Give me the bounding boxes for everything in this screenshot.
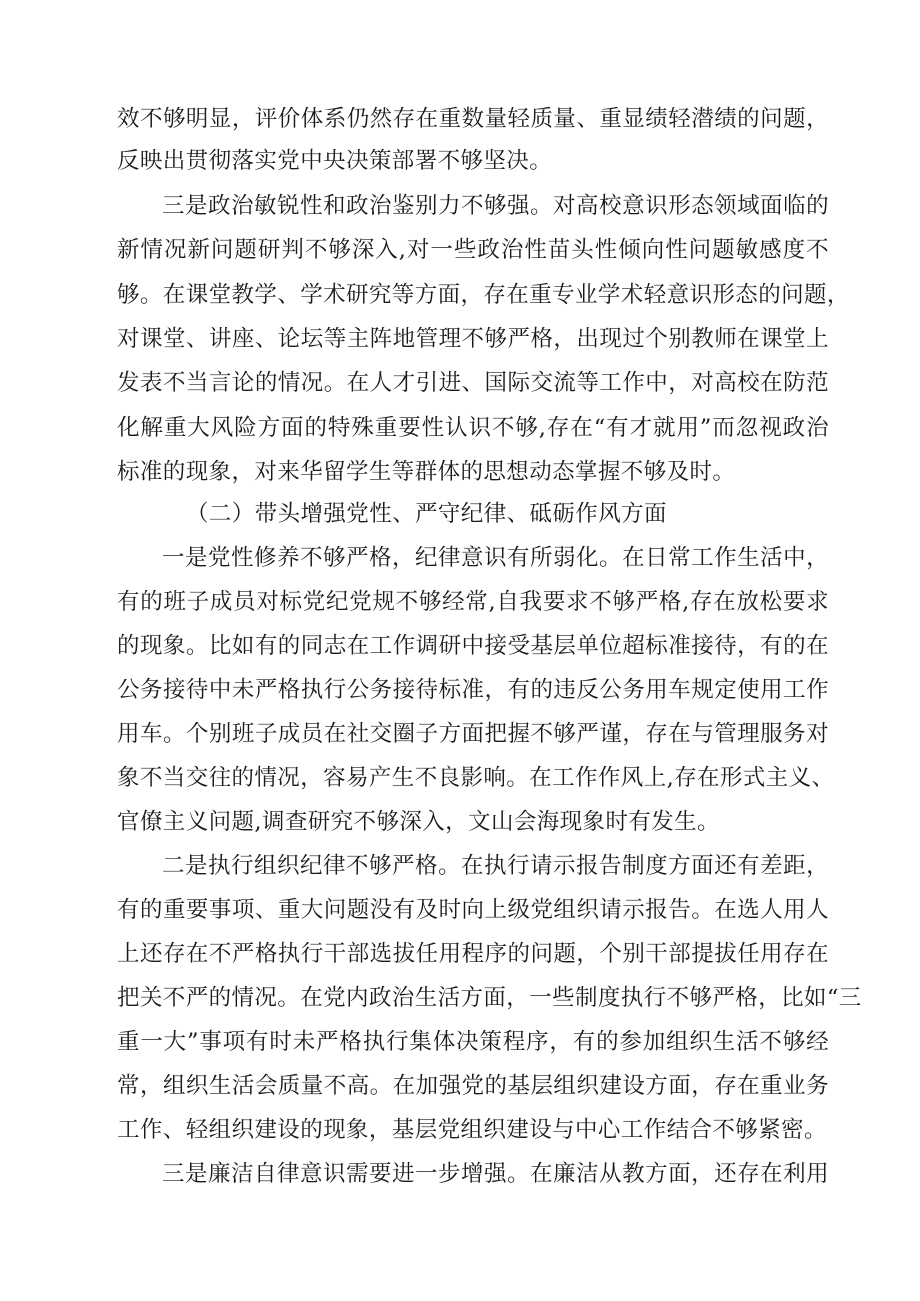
paragraph-line: 工作、轻组织建设的现象，基层党组织建设与中心工作结合不够紧密。 (117, 1117, 827, 1143)
paragraph-line: 三是廉洁自律意识需要进一步增强。在廉洁从教方面，还存在利用 (162, 1161, 829, 1187)
paragraph-line: 反映出贯彻落实党中央决策部署不够坚决。 (117, 148, 553, 174)
paragraph-line: 新情况新问题研判不够深入,对一些政治性苗头性倾向性问题敏感度不 (117, 237, 829, 263)
section-heading: （二）带头增强党性、严守纪律、砥砺作风方面 (186, 501, 667, 527)
paragraph-line: 有的班子成员对标党纪党规不够经常,自我要求不够严格,存在放松要求 (117, 589, 829, 615)
paragraph-line: 对课堂、讲座、论坛等主阵地管理不够严格，出现过个别教师在课堂上 (117, 326, 829, 352)
paragraph-line: 上还存在不严格执行干部选拔任用程序的问题，个别干部提拔任用存在 (117, 941, 829, 967)
paragraph-line: 官僚主义问题,调查研究不够深入，文山会海现象时有发生。 (117, 809, 720, 835)
paragraph-line: 把关不严的情况。在党内政治生活方面，一些制度执行不够严格，比如“三 (117, 985, 862, 1011)
paragraph-line: 公务接待中未严格执行公务接待标准，有的违反公务用车规定使用工作 (117, 677, 829, 703)
paragraph-line: 一是党性修养不够严格，纪律意识有所弱化。在日常工作生活中， (162, 545, 829, 571)
paragraph-line: 标准的现象，对来华留学生等群体的思想动态掌握不够及时。 (117, 459, 736, 485)
paragraph-line: 有的重要事项、重大问题没有及时向上级党组织请示报告。在选人用人 (117, 897, 829, 923)
paragraph-line: 常，组织生活会质量不高。在加强党的基层组织建设方面，存在重业务 (117, 1073, 829, 1099)
paragraph-line: 象不当交往的情况，容易产生不良影响。在工作作风上,存在形式主义、 (117, 765, 835, 791)
paragraph-line: 用车。个别班子成员在社交圈子方面把握不够严谨，存在与管理服务对 (117, 721, 829, 747)
paragraph-line: 发表不当言论的情况。在人才引进、国际交流等工作中，对高校在防范 (117, 370, 829, 396)
paragraph-line: 化解重大风险方面的特殊重要性认识不够,存在“有才就用”而忽视政治 (117, 415, 829, 441)
paragraph-line: 够。在课堂教学、学术研究等方面，存在重专业学术轻意识形态的问题， (117, 282, 850, 308)
paragraph-line: 重一大”事项有时未严格执行集体决策程序，有的参加组织生活不够经 (117, 1029, 829, 1055)
paragraph-line: 效不够明显，评价体系仍然存在重数量轻质量、重显绩轻潜绩的问题， (117, 106, 829, 132)
paragraph-line: 三是政治敏锐性和政治鉴别力不够强。对高校意识形态领域面临的 (162, 193, 829, 219)
paragraph-line: 二是执行组织纪律不够严格。在执行请示报告制度方面还有差距， (162, 853, 829, 879)
paragraph-line: 的现象。比如有的同志在工作调研中接受基层单位超标准接待，有的在 (117, 633, 829, 659)
